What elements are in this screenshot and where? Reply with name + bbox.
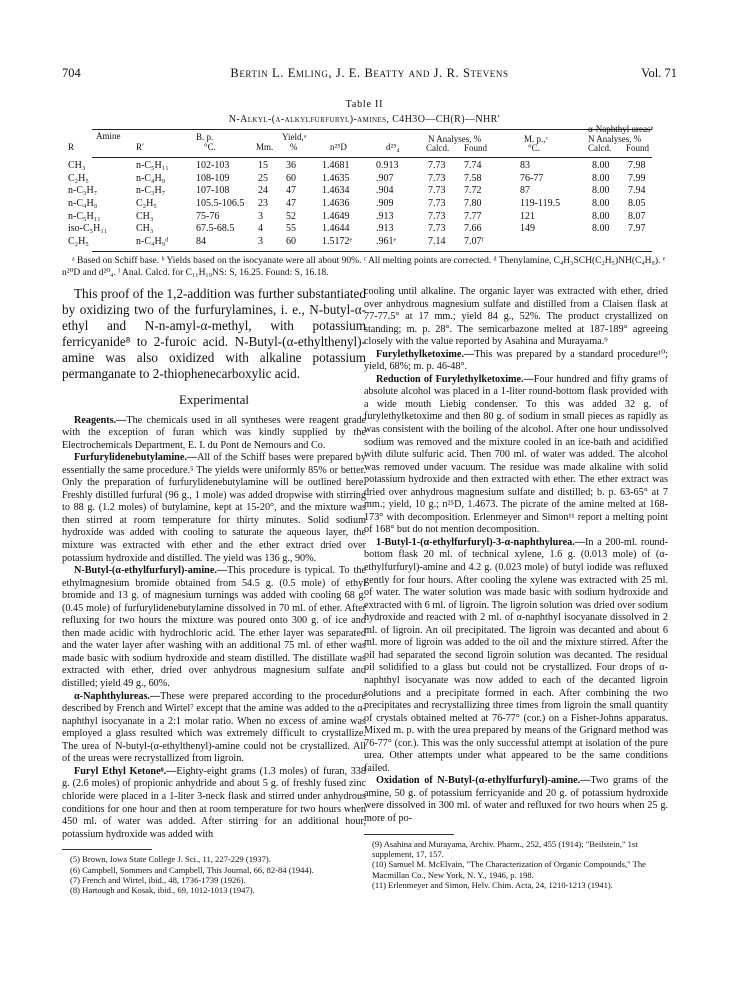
cell-found2: 7.99 — [628, 172, 646, 184]
running-header — [62, 66, 677, 82]
header-mp-unit: °C. — [528, 143, 540, 153]
table-header-rule — [92, 157, 652, 158]
cell-found: 7.72 — [464, 185, 482, 197]
cell-r: n-C₄H₉ — [68, 198, 98, 210]
cell-mm: 23 — [258, 198, 268, 210]
cell-bp: 67.5-68.5 — [196, 223, 235, 235]
cell-rp: n-C₃H₇ — [136, 185, 166, 197]
header-found: Found — [464, 143, 488, 153]
reference-item: (11) Erlenmeyer and Simon, Helv. Chim. Acta, 24, 1210-1213 (1941). — [372, 880, 613, 891]
section-title: Experimental — [178, 392, 250, 407]
cell-nd: 1.4644 — [322, 223, 350, 235]
left-references — [62, 854, 366, 896]
cell-mm: 3 — [258, 210, 263, 222]
cell-r: C₂H₅ — [68, 236, 89, 248]
cell-r: CH₃ — [68, 160, 86, 171]
cell-found2: 7.98 — [628, 160, 646, 171]
cell-found: 7.74 — [464, 160, 482, 171]
paragraph-heading: Furyl Ethyl Ketone⁸.— — [74, 765, 177, 777]
cell-d: .904 — [376, 185, 394, 197]
reference-item: (6) Campbell, Sommers and Campbell, This Journal, 66, 82-84 (1944). — [70, 864, 314, 875]
cell-nd: 1.5172ᵉ — [322, 236, 353, 248]
table-row — [68, 223, 652, 236]
paragraph-text: In a 200-ml. round-bottom flask 20 ml. of technical xylene, 1.6 g. (0.013 mole) of (α-ethylfurfuryl)-amine and 4.2 g. (0.023 mole) of butyl iodide was refluxed gently for four hours. After cooling the xylene was extracted with 25 ml. of water. The water solution was made basic with sodium hydroxide and extracted with 6 ml. of ligroin. The ligroin solution was dried over sodium hydroxide and reacted with 2 ml. of α-naphthyl isocyanate dissolved in 2 ml. of ligroin. An oil precipitated. The ligroin was decanted and about 6 ml. more of ligroin was added to the oil and the mixture stirred. After the oil had separated the second ligroin solution was decanted. The residual oil solidified to a glass but could not be crystallized. Four drops of α-naphthyl isocyanate was now added to each of the decanted ligroin solutions and a precipitate formed in each. After combining the two precipitates and recrystallizing three times from ligroin the small quantity of crystals obtained melted at 76-77° (cor.) on a Fisher-Johns apparatus. Mixed m. p. with the urea prepared by means of the Grignard method was 76-77° (cor.). This was the only successful attempt at isolation of the pure urea. Other attempts under what appeared to be the same conditions failed. — [364, 536, 668, 774]
cell-rp: CH₃ — [136, 210, 154, 222]
cell-found2: 7.97 — [628, 223, 646, 235]
body-paragraph — [62, 415, 366, 453]
footnote-rule — [364, 834, 454, 835]
header-yield-unit: % — [290, 142, 298, 152]
paragraph-text: cooling until alkaline. The organic layer was extracted with ether, dried over anhydrous magnesium sulfate and distilled from a Claisen flask at 77-77.5° at 17 mm.; yield 84 g., 52%. The product crystallized on standing; m. p. 28°. The semicarbazone melted at 187-189° agreeing closely with the value reported by Asahina and Murayama.⁹ — [364, 286, 668, 348]
table-body — [68, 160, 652, 252]
table-row — [68, 210, 652, 224]
cell-calcd2: 8.00 — [592, 160, 610, 171]
cell-calcd: 7.73 — [428, 160, 446, 171]
table-header — [68, 124, 654, 157]
cell-rp: C₂H₅ — [136, 198, 157, 210]
cell-d: .961ᵉ — [376, 236, 397, 248]
paragraph-heading: α-Naphthylureas.— — [74, 690, 161, 702]
page-number: 704 — [62, 66, 81, 80]
cell-calcd: 7.14 — [428, 236, 446, 248]
header-n-analyses2: N Analyses, % — [588, 134, 642, 144]
cell-d: .913 — [376, 210, 394, 222]
paragraph-heading: 1-Butyl-1-(α-ethylfurfuryl)-3-α-naphthylurea.— — [376, 536, 585, 548]
body-paragraph — [62, 766, 366, 841]
paragraph-text: These were prepared according to the procedure described by French and Wirtel⁷ except that the amine was added to the α-naphthyl isocyanate in a 2:1 molar ratio. When no excess of amine was employed a glass resulted which was extremely difficult to crystallize. The urea of N-butyl-(α-ethylthenyl)-amine could not be crystallized. All of the ureas were recrystallized from ligroin. — [62, 690, 366, 765]
cell-r: C₂H₅ — [68, 172, 89, 184]
lead-paragraph: This proof of the 1,2-addition was further substantiated by oxidizing two of the furfurylamines, i. e., N-butyl-α-ethyl and N-n-amyl-α-methyl, with potassium ferricyanide⁸ to 2-furoic acid. N-Butyl-(α-ethylthenyl)-amine was also oxidized with alkaline potassium permanganate to 2-thiophenecarboxylic acid. — [62, 286, 366, 381]
cell-nd: 1.4649 — [322, 210, 350, 222]
cell-nd: 1.4635 — [322, 172, 350, 184]
table-row — [68, 172, 652, 186]
paragraph-heading: Furfurylidenebutylamine.— — [74, 452, 198, 464]
header-calcd2: Calcd. — [588, 143, 612, 153]
right-references — [364, 839, 668, 891]
body-paragraph — [364, 286, 668, 349]
body-paragraph — [364, 775, 668, 825]
left-paragraphs — [62, 415, 366, 842]
cell-found: 7.66 — [464, 223, 482, 235]
paragraph-heading: N-Butyl-(α-ethylfurfuryl)-amine.— — [74, 565, 228, 577]
left-column — [62, 286, 366, 896]
right-paragraphs — [364, 286, 668, 826]
header-ureas-title: α-Naphthyl ureasᵇ — [588, 124, 654, 134]
cell-bp: 108-109 — [196, 172, 230, 184]
cell-calcd: 7.73 — [428, 223, 446, 235]
table-subtitle-formula: C4H3O—CH(R)—NHR′ — [392, 114, 501, 125]
cell-calcd2: 8.00 — [592, 172, 610, 184]
cell-calcd: 7.73 — [428, 172, 446, 184]
paragraph-text: Eighty-eight grams (1.3 moles) of furan, 338 g. (2.6 moles) of propionic anhydride and about 5 g. of freshly fused zinc chloride were placed in a 1-liter 3-neck flask and stirred under anhydrous conditions for one hour and then at room temperature for two hours when 450 ml. of water was added. After stirring for an additional hour, potassium hydroxide was added with — [62, 765, 366, 840]
cell-calcd2: 8.00 — [592, 223, 610, 235]
cell-mm: 4 — [258, 223, 263, 235]
cell-found: 7.07ᶠ — [464, 236, 484, 248]
header-calcd: Calcd. — [426, 143, 450, 153]
cell-calcd2: 8.00 — [592, 210, 610, 222]
cell-yield: 36 — [286, 160, 296, 171]
header-bp: B. p. — [196, 132, 214, 142]
paragraph-heading: Furylethylketoxime.— — [376, 348, 475, 360]
cell-mp: 83 — [520, 160, 530, 171]
cell-bp: 84 — [196, 236, 206, 248]
table-row — [68, 160, 652, 173]
cell-mm: 3 — [258, 236, 263, 248]
cell-yield: 47 — [286, 198, 296, 210]
cell-calcd2: 8.00 — [592, 198, 610, 210]
header-mm: Mm. — [256, 142, 274, 152]
cell-calcd: 7.73 — [428, 198, 446, 210]
table-subtitle-text: N-Alkyl-(α-alkylfurfuryl)-amines, — [228, 114, 390, 125]
right-column — [364, 286, 668, 891]
cell-rp: CH₃ — [136, 223, 154, 235]
header-bp-unit: °C. — [204, 142, 216, 152]
table-title: Table II — [345, 99, 384, 110]
cell-calcd2: 8.00 — [592, 185, 610, 197]
cell-yield: 60 — [286, 236, 296, 248]
header-n-analyses: N Analyses, % — [428, 134, 482, 144]
cell-nd: 1.4636 — [322, 198, 350, 210]
paragraph-heading: Oxidation of N-Butyl-(α-ethylfurfuryl)-amine.— — [376, 775, 591, 787]
cell-found: 7.80 — [464, 198, 482, 210]
cell-bp: 107-108 — [196, 185, 230, 197]
cell-bp: 105.5-106.5 — [196, 198, 245, 210]
body-paragraph — [364, 349, 668, 374]
cell-r: iso-C₅H₁₁ — [68, 223, 108, 235]
cell-found2: 8.07 — [628, 210, 646, 222]
volume-number: Vol. 71 — [641, 66, 677, 80]
paragraph-text: The chemicals used in all syntheses were reagent grade with the exception of furan which was kindly supplied by the Electrochemicals Department, E. I. du Pont de Nemours and Co. — [62, 414, 366, 451]
cell-rp: n-C₄H₉ᵈ — [136, 236, 169, 248]
paragraph-text: This procedure is typical. To the ethylmagnesium bromide obtained from 54.5 g. (0.5 mole) of ethyl bromide and 13 g. of magnesium turnings was added with cooling 68 g. (0.45 mole) of furfurylidenebutylamine dissolved in 70 ml. of ether. After refluxing for two hours the mixture was poured onto 300 g. of ice and then made acidic with hydrochloric acid. The ether layer was separated and the water layer after washing with an additional 75 ml. of ether was made basic with sodium hydroxide and steam distilled. The distillate was extracted with ether, dried over anhydrous magnesium sulfate and distilled; yield 49 g., 60%. — [62, 565, 366, 690]
cell-mm: 15 — [258, 160, 268, 171]
cell-calcd: 7.73 — [428, 210, 446, 222]
cell-found: 7.77 — [464, 210, 482, 222]
paragraph-text: Four hundred and fifty grams of absolute alcohol was placed in a 1-liter round-bottom flask provided with a wide mouth Liebig condenser. To this was added 32 g. of furylethylketoxime and then 80 g. of sodium in small pieces as rapidly as was consistent with the boiling of the alcohol. After one hour undissolved sodium was removed and the mixture cooled in an ice-bath and acidified with dilute sulfuric acid. Then 700 ml. of water was added. The alcohol was removed under vacuum. The residue was made alkaline with solid potassium hydroxide and then extracted with ether. The ether extract was dried over anhydrous magnesium sulfate and distilled; b. p. 63-65° at 7 mm.; yield, 10 g.; n²⁵D, 1.4673. The picrate of the amine melted at 168-173° with decomposition. Erlenmeyer and Simon¹¹ report a melting point of 168° but do not mention decomposition. — [364, 373, 668, 536]
cell-mp: 121 — [520, 210, 535, 222]
cell-mp: 119-119.5 — [520, 198, 561, 210]
header-r: R — [68, 142, 75, 152]
cell-yield: 55 — [286, 223, 296, 235]
cell-d: .909 — [376, 198, 394, 210]
reference-item: (7) French and Wirtel, ibid., 48, 1736-1739 (1926). — [70, 874, 246, 885]
reference-item: (9) Asahina and Murayama, Archiv. Pharm., 252, 455 (1914); "Beilstein," 1st supplement, 17, 157. — [372, 838, 638, 859]
paragraph-text: This was prepared by a standard procedure¹⁰; yield, 68%; m. p. 46-48°. — [364, 348, 668, 373]
paragraph-heading: Reagents.— — [74, 414, 127, 426]
cell-d: 0.913 — [376, 160, 399, 171]
header-d: d²⁵₄ — [386, 142, 400, 152]
cell-yield: 47 — [286, 185, 296, 197]
cell-found2: 8.05 — [628, 198, 646, 210]
header-found2: Found — [626, 143, 650, 153]
table-top-rule — [92, 129, 652, 130]
header-yield: Yield,ᵃ — [282, 132, 307, 142]
paragraph-text: Two grams of the amine, 50 g. of potassium ferricyanide and 20 g. of potassium hydroxide were dissolved in 300 ml. of water and refluxed for two hours when 25 g. more of po- — [364, 775, 668, 824]
cell-found: 7.58 — [464, 172, 482, 184]
cell-bp: 102-103 — [196, 160, 230, 171]
body-paragraph — [62, 691, 366, 766]
cell-mp: 149 — [520, 223, 535, 235]
table-bottom-rule — [92, 251, 652, 252]
table-row — [68, 185, 652, 198]
table-row — [68, 236, 652, 249]
header-mp: M. p.,ᶜ — [524, 134, 548, 144]
data-table — [68, 124, 654, 252]
reference-item: (5) Brown, Iowa State College J. Sci., 11, 227-229 (1937). — [70, 854, 271, 865]
cell-mm: 24 — [258, 185, 268, 197]
table-row — [68, 198, 652, 211]
body-paragraph — [62, 565, 366, 690]
header-nd: n²⁵D — [330, 142, 347, 152]
cell-rp: n-C₄H₉ — [136, 172, 166, 184]
cell-nd: 1.4681 — [322, 160, 350, 171]
authors-line: Bertin L. Emling, J. E. Beatty and J. R. Stevens — [230, 66, 509, 80]
cell-mm: 25 — [258, 172, 268, 184]
cell-r: n-C₃H₇ — [68, 185, 98, 197]
cell-bp: 75-76 — [196, 210, 220, 222]
cell-d: .913 — [376, 223, 394, 235]
cell-rp: n-C₅H₁₁ — [136, 160, 169, 171]
body-paragraph — [364, 374, 668, 537]
cell-r: n-C₅H₁₁ — [68, 210, 101, 222]
header-amine: Amine — [96, 131, 121, 141]
paragraph-text: All of the Schiff bases were prepared by essentially the same procedure.⁵ The yields were uniformly 85% or better. Only the preparation of furfurylidenebutylamine will be outlined here. Freshly distilled furfural (96 g., 1 mole) was added dropwise with stirring to 88 g. (1.2 moles) of butylamine, kept at 15-20°, and the mixture was then stirred at room temperature for thirty minutes. Solid sodium hydroxide was added with cooling to saturate the aqueous layer, the mixture was extracted with ether and the ether extract dried over potassium hydroxide and distilled. The yield was 136 g., 90%. — [62, 452, 366, 564]
cell-nd: 1.4634 — [322, 185, 350, 197]
cell-calcd: 7.73 — [428, 185, 446, 197]
reference-item: (8) Hartough and Kosak, ibid., 69, 1012-1013 (1947). — [70, 885, 255, 896]
cell-d: .907 — [376, 172, 394, 184]
table-footnote: ᵃ Based on Schiff base. ᵇ Yields based on the isocyanate were all about 90%. ᶜ All melting points are corrected. ᵈ Thenylamine, C₄H₃SCH(C₂H₅)NH(C₄H₉). ᵉ n²⁰D and d²⁰₄. ᶠ Anal. Calcd. for C₁₁H₁₉NS: S, 16.25. Found: S, 16.18. — [62, 256, 666, 278]
reference-item: (10) Samuel M. McElvain, "The Characterization of Organic Compounds," The Macmillan Co., New York, N. Y., 1946, p. 198. — [372, 859, 646, 880]
header-r-prime: R′ — [136, 142, 144, 152]
cell-mp: 87 — [520, 185, 530, 197]
paragraph-heading: Reduction of Furylethylketoxime.— — [376, 373, 534, 385]
body-paragraph — [62, 452, 366, 565]
cell-yield: 52 — [286, 210, 296, 222]
body-paragraph — [364, 537, 668, 775]
footnote-rule — [62, 849, 152, 850]
cell-found2: 7.94 — [628, 185, 646, 197]
cell-yield: 60 — [286, 172, 296, 184]
cell-mp: 76-77 — [520, 172, 544, 184]
